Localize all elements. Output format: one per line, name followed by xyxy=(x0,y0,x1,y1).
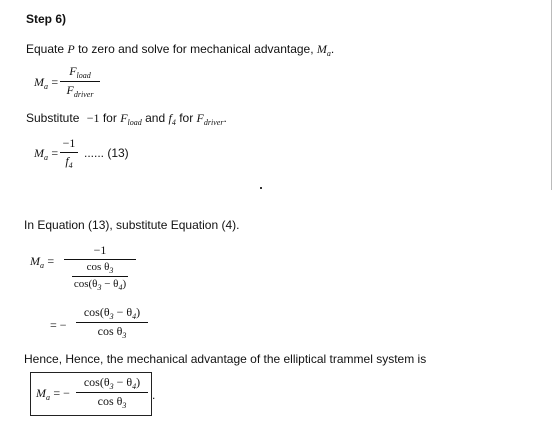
var-m-sub: a xyxy=(326,49,331,58)
final-period: . xyxy=(152,388,156,402)
final-fraction: $\cos(\theta_3 - \theta_4)$ $\cos \theta_3$ xyxy=(76,375,148,410)
page-edge-line xyxy=(551,0,552,190)
ratio-lhs: $M_a$ = xyxy=(34,75,59,91)
ratio-fraction: $F_{load}$ $F_{driver}$ xyxy=(60,64,100,99)
intro-period: . xyxy=(330,42,335,56)
conclusion-text: Hence, Hence, the mechanical advantage of the elliptical trammel system is xyxy=(24,352,427,366)
eq13-label: ...... (13) xyxy=(84,146,129,160)
eq13-fraction: −1 $f_4$ xyxy=(60,136,78,170)
step-heading: Step 6) xyxy=(26,12,67,26)
eq-sub-lhs: $M_a$ = xyxy=(30,254,55,270)
eq-sub-fraction-2: $\cos(\theta_3 - \theta_4)$ $\cos \theta_3$ xyxy=(76,305,148,340)
intro-line xyxy=(26,42,334,58)
var-p: P xyxy=(67,42,75,56)
substitution-text: In Equation (13), substitute Equation (4). xyxy=(24,218,240,232)
stray-mark xyxy=(260,187,262,189)
var-m: M xyxy=(316,42,327,56)
substitute-line: Substitute −1 for $F_{load}$ and $f_4$ for $F_{driver}$. xyxy=(26,111,227,127)
final-lhs: $M_a$ = − xyxy=(36,386,70,402)
intro-text-1: Equate xyxy=(26,42,65,56)
eq13-lhs: $M_a$ = xyxy=(34,146,59,162)
eq-sub-fraction: −1 $\cos \theta_3$ $\cos(\theta_3 - \theta_4)$ xyxy=(64,243,136,292)
eq-sub-equals-2: = − xyxy=(50,318,67,332)
intro-text-2: to zero and solve for mechanical advantage, xyxy=(78,42,314,56)
